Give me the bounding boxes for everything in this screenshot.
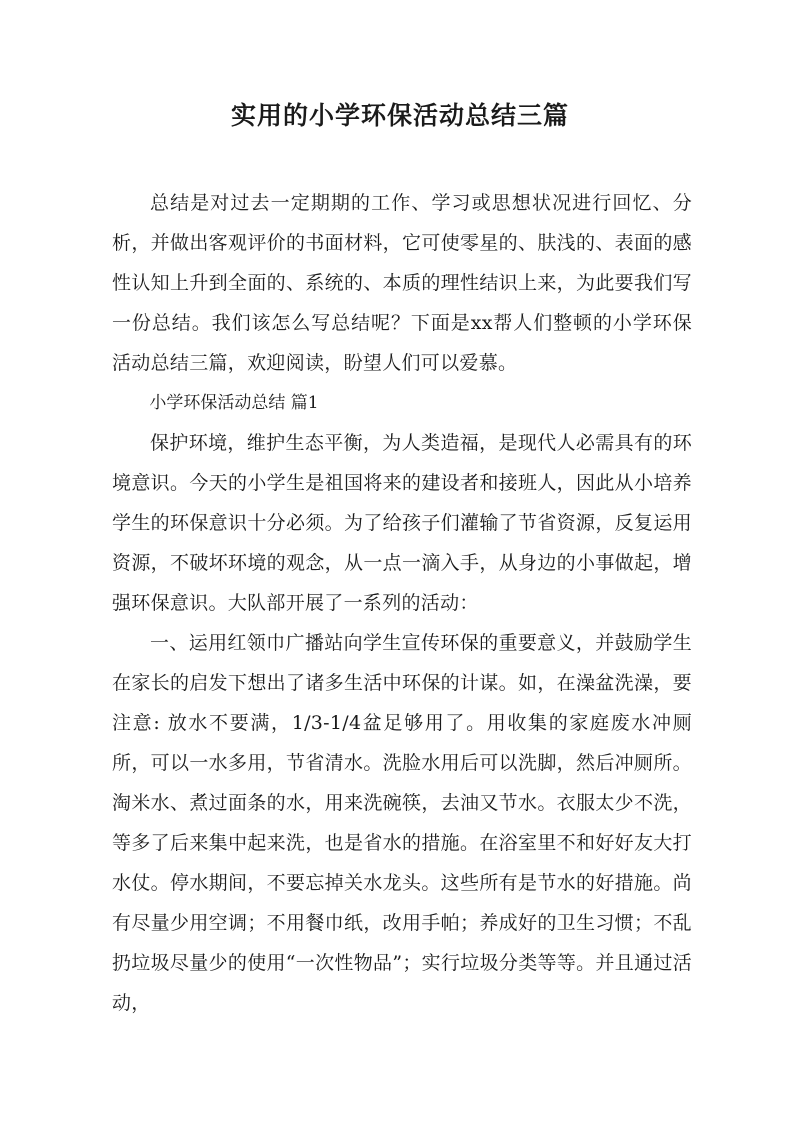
intro-paragraph: 总结是对过去一定期期的工作、学习或思想状况进行回忆、分析，并做出客观评价的书面材料，它可使零星的、肤浅的、表面的感性认知上升到全面的、系统的、本质的理性结识上来，为此要我们写一份总结。我们该怎么写总结呢？下面是xx帮人们整顿的小学环保活动总结三篇，欢迎阅读，盼望人们可以爱慕。 [112, 192, 692, 374]
document-title: 实用的小学环保活动总结三篇 [230, 101, 569, 130]
section-heading: 小学环保活动总结 篇1 [149, 393, 319, 413]
body-paragraph-2: 一、运用红领巾广播站向学生宣传环保的重要意义，并鼓励学生在家长的启发下想出了诸多生活中环保的计谋。如，在澡盆洗澡，要注意: 放水不要满，1/3-1/4盆足够用了。用收集的家庭废水冲厕所，可以一水多用，节省清水。洗脸水用后可以洗脚，然后冲厕所。淘米水、煮过面条的水，用来洗碗筷，去油又节水。衣服太少不洗，等多了后来集中起来洗，也是省水的措施。在浴室里不和好好友大打水仗。停水期间，不要忘掉关水龙头。这些所有是节水的好措施。尚有尽量少用空调；不用餐巾纸，改用手帕；养成好的卫生习惯；不乱扔垃圾尽量少的使用“一次性物品”；实行垃圾分类等等。并且通过活动， [112, 632, 692, 1014]
body-paragraph-1: 保护环境，维护生态平衡，为人类造福，是现代人必需具有的环境意识。今天的小学生是祖国将来的建设者和接班人，因此从小培养学生的环保意识十分必须。为了给孩子们灌输了节省资源，反复运用资源，不破坏环境的观念，从一点一滴入手，从身边的小事做起，增强环保意识。大队部开展了一系列的活动： [112, 432, 692, 614]
document-body [112, 183, 692, 1023]
